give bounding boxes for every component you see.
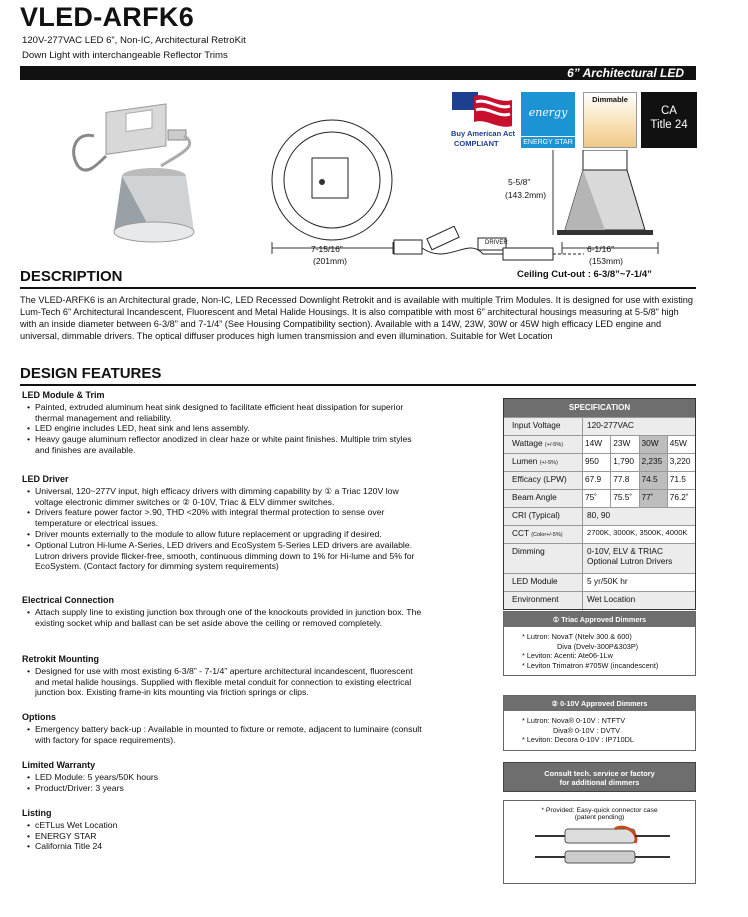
feature-title: Retrokit Mounting xyxy=(22,654,99,664)
spec-cell: 77˚ xyxy=(640,490,668,507)
feature-title: LED Driver xyxy=(22,474,69,484)
dimmable-label: Dimmable xyxy=(592,95,628,104)
tenv-line: * Leviton: Decora 0-10V : IP710DL xyxy=(522,735,634,744)
feature-item: • California Title 24 xyxy=(35,841,422,852)
spec-key: Input Voltage xyxy=(504,418,583,435)
spec-key: Efficacy (LPW) xyxy=(504,472,583,489)
design-features-heading: DESIGN FEATURES xyxy=(20,365,162,382)
spec-cell: 76.2˚ xyxy=(669,492,689,502)
spec-note: (+/-5%) xyxy=(544,442,564,448)
driver-label: DRIVER xyxy=(485,240,508,246)
feature-item: • cETLus Wet Location xyxy=(35,820,422,831)
ceiling-cutout: Ceiling Cut-out : 6-3/8”~7-1/4” xyxy=(517,269,652,280)
feature-electrical xyxy=(22,595,422,628)
feature-item: • Driver mounts externally to the module to allow future replacement or upgrading if desired. xyxy=(35,529,422,540)
spec-cell: 77.8 xyxy=(611,472,639,489)
tenv-title: ② 0-10V Approved Dimmers xyxy=(504,696,695,711)
spec-key: CCT xyxy=(512,528,529,538)
spec-cell: 950 xyxy=(583,454,611,471)
consult-line: Consult tech. service or factory xyxy=(544,769,655,778)
consult-factory-note xyxy=(503,762,696,792)
spec-key: Lumen xyxy=(512,456,538,466)
height-in: 5-5/8” xyxy=(508,177,531,187)
spec-cell: 71.5 xyxy=(669,474,686,484)
spec-cell: 2,235 xyxy=(640,454,668,471)
consult-line: for additional dimmers xyxy=(559,778,640,787)
inner-diameter-in: 6-1/16” xyxy=(587,244,614,254)
connector-line: (patent pending) xyxy=(574,814,625,821)
spec-row-dimming xyxy=(504,543,695,573)
spec-key: Beam Angle xyxy=(504,490,583,507)
feature-item: • Product/Driver: 3 years xyxy=(35,783,422,794)
feature-warranty xyxy=(22,760,422,793)
spec-cell: 30W xyxy=(640,436,668,453)
category-banner: 6” Architectural LED xyxy=(20,66,696,80)
feature-item: • Attach supply line to existing junction box through one of the knockouts provided in junction box. The existing socket whip and ballast can be set aside above the ceiling or removed completely. xyxy=(35,607,422,629)
spec-cell: 45W xyxy=(669,438,687,448)
side-view-drawing xyxy=(555,150,665,245)
triac-title: ① Triac Approved Dimmers xyxy=(504,612,695,627)
subtitle-line-1: 120V-277VAC LED 6”, Non-IC, Architectural RetroKit xyxy=(22,35,246,46)
product-photo xyxy=(66,96,216,261)
description-heading: DESCRIPTION xyxy=(20,268,123,285)
spec-title: SPECIFICATION xyxy=(504,399,695,417)
spec-row-cri xyxy=(504,507,695,525)
spec-row-efficacy xyxy=(504,471,695,489)
description-text: The VLED-ARFK6 is an Architectural grade, Non-IC, LED Recessed Downlight Retrokit and is available with multiple Trim Modules. It is designed for use with existing Lum-Tech 6” Architectural Incandescent, Fluorescent and Metal Halide Housings. It is also compatible with most 6” architectural housings measuring at 5-5/8” high with an inside diameter between 6-3/8” and 7-1/4” (See Housing Compatibility section). Available with a 14W, 23W, 30W or 45W high efficacy LED engine and universal, dimmable drivers. The optical diffuser produces high lumen transmission and even illumination. Suitable for Wet Location xyxy=(20,295,694,341)
spec-cell: 74.5 xyxy=(640,472,668,489)
feature-led-module xyxy=(22,390,422,456)
usa-label-1: Buy American Act xyxy=(451,129,516,138)
connector-line: * Provided: Easy-quick connector case xyxy=(541,807,658,814)
specification-table xyxy=(503,398,696,610)
usa-flag-icon xyxy=(452,92,512,130)
inner-diameter-mm: (153mm) xyxy=(589,256,624,266)
spec-cell: 23W xyxy=(611,436,639,453)
triac-line: * Leviton: Acenti: Ate06-1Lw xyxy=(522,651,613,660)
description-rule xyxy=(20,287,696,289)
spec-value: Wet Location xyxy=(583,592,695,609)
triac-line: Diva (Dvelv-300P&303P) xyxy=(557,641,639,651)
feature-item: • Designed for use with most existing 6-3/8” - 7-1/4” aperture architectural incandescent, fluorescent and metal halide housings. Supplied with flexible metal conduit for connection to existing electrical junction box. Existing frame-in kits mounting via friction springs or clips. xyxy=(35,666,422,698)
height-mm: (143.2mm) xyxy=(505,190,547,200)
spec-cell: 67.9 xyxy=(583,472,611,489)
feature-item: • Heavy gauge aluminum reflector anodized in clear haze or white paint finishes. Multiple trim styles and finishes are available. xyxy=(35,434,422,456)
usa-label-2: COMPLIANT xyxy=(454,139,499,148)
feature-item: • Emergency battery back-up : Available in mounted to fixture or remote, adjacent to luminaire (consult with factory for space requirements). xyxy=(35,724,422,746)
spec-key: Dimming xyxy=(504,544,583,573)
energy-star-badge xyxy=(521,92,575,148)
feature-item: • LED Module: 5 years/50K hours xyxy=(35,772,422,783)
spec-row-wattage xyxy=(504,435,695,453)
height-dimension-line xyxy=(550,150,556,235)
feature-mounting xyxy=(22,654,422,698)
feature-listing xyxy=(22,808,422,852)
connector-illustration xyxy=(525,823,675,871)
feature-options xyxy=(22,712,422,745)
ca-label: CA xyxy=(661,105,677,117)
spec-key: CRI (Typical) xyxy=(504,508,583,525)
feature-item: • Painted, extruded aluminum heat sink designed to facilitate efficient heat dissipation for superior thermal management and reliability. xyxy=(35,402,422,424)
subtitle-line-2: Down Light with interchangeable Reflector Trims xyxy=(22,50,228,61)
spec-value: 5 yr/50K hr xyxy=(587,576,628,586)
spec-value: 120-277VAC xyxy=(583,418,695,435)
feature-title: Limited Warranty xyxy=(22,760,96,770)
spec-cell: 75.5˚ xyxy=(611,490,639,507)
triac-line: * Leviton Trimatron #705W (incandescent) xyxy=(522,660,659,670)
feature-item: • ENERGY STAR xyxy=(35,831,422,842)
spec-value: Optional Lutron Drivers xyxy=(587,556,673,566)
outer-diameter-mm: (201mm) xyxy=(313,256,348,266)
spec-cell: 75˚ xyxy=(583,490,611,507)
feature-title: LED Module & Trim xyxy=(22,390,105,400)
title24-label: Title 24 xyxy=(650,119,688,131)
ca-title24-badge xyxy=(641,92,697,148)
spec-row-environment xyxy=(504,591,695,609)
spec-row-beam xyxy=(504,489,695,507)
dimmable-badge xyxy=(583,92,637,148)
spec-value: 80, 90 xyxy=(583,508,695,525)
spec-value: 2700K, 3000K, 3500K, 4000K xyxy=(587,528,688,537)
spec-key: Wattage xyxy=(512,438,543,448)
tenv-line: Diva® 0-10V : DVTV xyxy=(553,725,621,735)
energy-star-label: ENERGY STAR xyxy=(521,136,575,148)
spec-key: LED Module xyxy=(504,574,583,591)
energy-star-script: energy xyxy=(528,106,568,119)
features-rule xyxy=(20,384,696,386)
triac-dimmers-box xyxy=(503,611,696,676)
connector-box xyxy=(503,800,696,884)
spec-row-lumen xyxy=(504,453,695,471)
spec-row-module xyxy=(504,573,695,591)
spec-row-cct xyxy=(504,525,695,543)
feature-led-driver xyxy=(22,474,422,572)
spec-row-input xyxy=(504,417,695,435)
spec-cell: 3,220 xyxy=(669,456,691,466)
feature-title: Electrical Connection xyxy=(22,595,115,605)
feature-item: • Drivers feature power factor >.90, THD <20% with integral thermal protection to sense over temperature or electrical issues. xyxy=(35,507,422,529)
feature-item: • Optional Lutron Hi-lume A-Series, LED drivers and EcoSystem 5-Series LED drivers are available. Lutron drivers provide flicker-free, smooth, continuous dimming down to 1% for Hi-lume and 5% for EcoSystem. (Contact factory for dimming system requirements) xyxy=(35,540,422,572)
spec-note: (Color+/-5%) xyxy=(531,532,563,538)
feature-title: Listing xyxy=(22,808,52,818)
outer-diameter-in: 7-15/16” xyxy=(311,244,343,254)
feature-item: • Universal, 120~277V input, high efficacy drivers with dimming capability by ① a Triac 120V low voltage electronic dimmer switches or ② 0-10V, Triac & ELV dimmer switches. xyxy=(35,486,422,508)
top-view-drawing xyxy=(270,118,395,243)
spec-cell: 14W xyxy=(583,436,611,453)
feature-item: • LED engine includes LED, heat sink and lens assembly. xyxy=(35,423,422,434)
tenv-line: * Lutron: Nova® 0-10V : NTFTV xyxy=(522,716,626,725)
product-title: VLED-ARFK6 xyxy=(20,2,195,32)
spec-note: (+/-5%) xyxy=(539,460,558,466)
spec-key: Environment xyxy=(504,592,583,609)
triac-line: * Lutron: NovaT (Ntelv 300 & 600) xyxy=(522,632,632,641)
feature-title: Options xyxy=(22,712,56,722)
spec-cell: 1,790 xyxy=(611,454,639,471)
spec-value: 0-10V, ELV & TRIAC xyxy=(587,546,663,556)
zero-ten-volt-dimmers-box xyxy=(503,695,696,751)
